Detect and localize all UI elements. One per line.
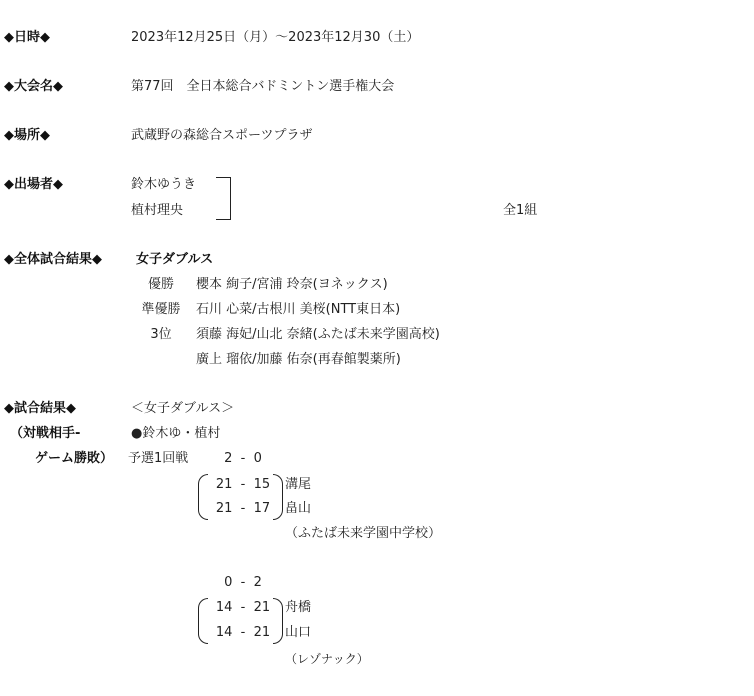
match-2-total: 0 - 2 (224, 575, 262, 590)
match-results-label: ◆試合結果◆ (4, 401, 76, 416)
match-1-right-paren (273, 474, 283, 520)
match-2-game-1: 14 - 21 (215, 600, 271, 615)
result-place-2: 準優勝 (141, 302, 181, 317)
match-1-left-paren (198, 474, 208, 520)
match-results-sub2: ゲーム勝敗） (35, 451, 114, 466)
match-1-opponent-1: 溝尾 (285, 477, 312, 492)
result-place-3: 3位 (150, 327, 172, 342)
match-1-game-1: 21 - 15 (215, 477, 271, 492)
match-event: ＜女子ダブルス＞ (131, 401, 235, 416)
match-1-round: 予選1回戦 (128, 451, 189, 466)
match-2-opponent-team: （レゾナック） (285, 652, 369, 666)
participants-bracket (216, 177, 231, 220)
match-2-opponent-2: 山口 (285, 625, 312, 640)
result-names-3: 須藤 海妃/山北 奈緒(ふたば未来学園高校) (196, 327, 440, 342)
result-names-4: 廣上 瑠依/加藤 佑奈(再春館製薬所) (196, 352, 401, 367)
date-value: 2023年12月25日（月）～2023年12月30（土） (131, 30, 420, 45)
participants-label: ◆出場者◆ (4, 177, 63, 192)
tournament-name: 第77回 全日本総合バドミントン選手権大会 (131, 79, 395, 94)
participant-2: 植村理央 (131, 203, 184, 218)
match-1-opponent-2: 畠山 (285, 501, 312, 516)
overall-results-label: ◆全体試合結果◆ (4, 252, 102, 267)
venue-name: 武蔵野の森総合スポーツプラザ (131, 128, 313, 143)
match-results-sub1: （対戦相手- (10, 426, 81, 441)
match-2-game-2: 14 - 21 (215, 625, 271, 640)
match-1-total: 2 - 0 (224, 451, 262, 466)
result-names-2: 石川 心菜/古根川 美桜(NTT東日本) (196, 302, 401, 317)
match-1-opponent-team: （ふたば未来学園中学校） (285, 526, 442, 541)
match-2-right-paren (273, 598, 283, 644)
participant-1: 鈴木ゆうき (131, 177, 197, 192)
result-names-1: 櫻本 絢子/宮浦 玲奈(ヨネックス) (196, 277, 388, 292)
tournament-label: ◆大会名◆ (4, 79, 63, 94)
match-pair: ●鈴木ゆ・植村 (131, 426, 221, 441)
date-label: ◆日時◆ (4, 30, 50, 45)
group-count: 全1組 (503, 203, 538, 218)
overall-event: 女子ダブルス (136, 252, 214, 267)
match-1-game-2: 21 - 17 (215, 501, 271, 516)
match-2-opponent-1: 舟橋 (285, 600, 312, 615)
match-2-left-paren (198, 598, 208, 644)
venue-label: ◆場所◆ (4, 128, 50, 143)
result-place-1: 優勝 (147, 277, 174, 292)
